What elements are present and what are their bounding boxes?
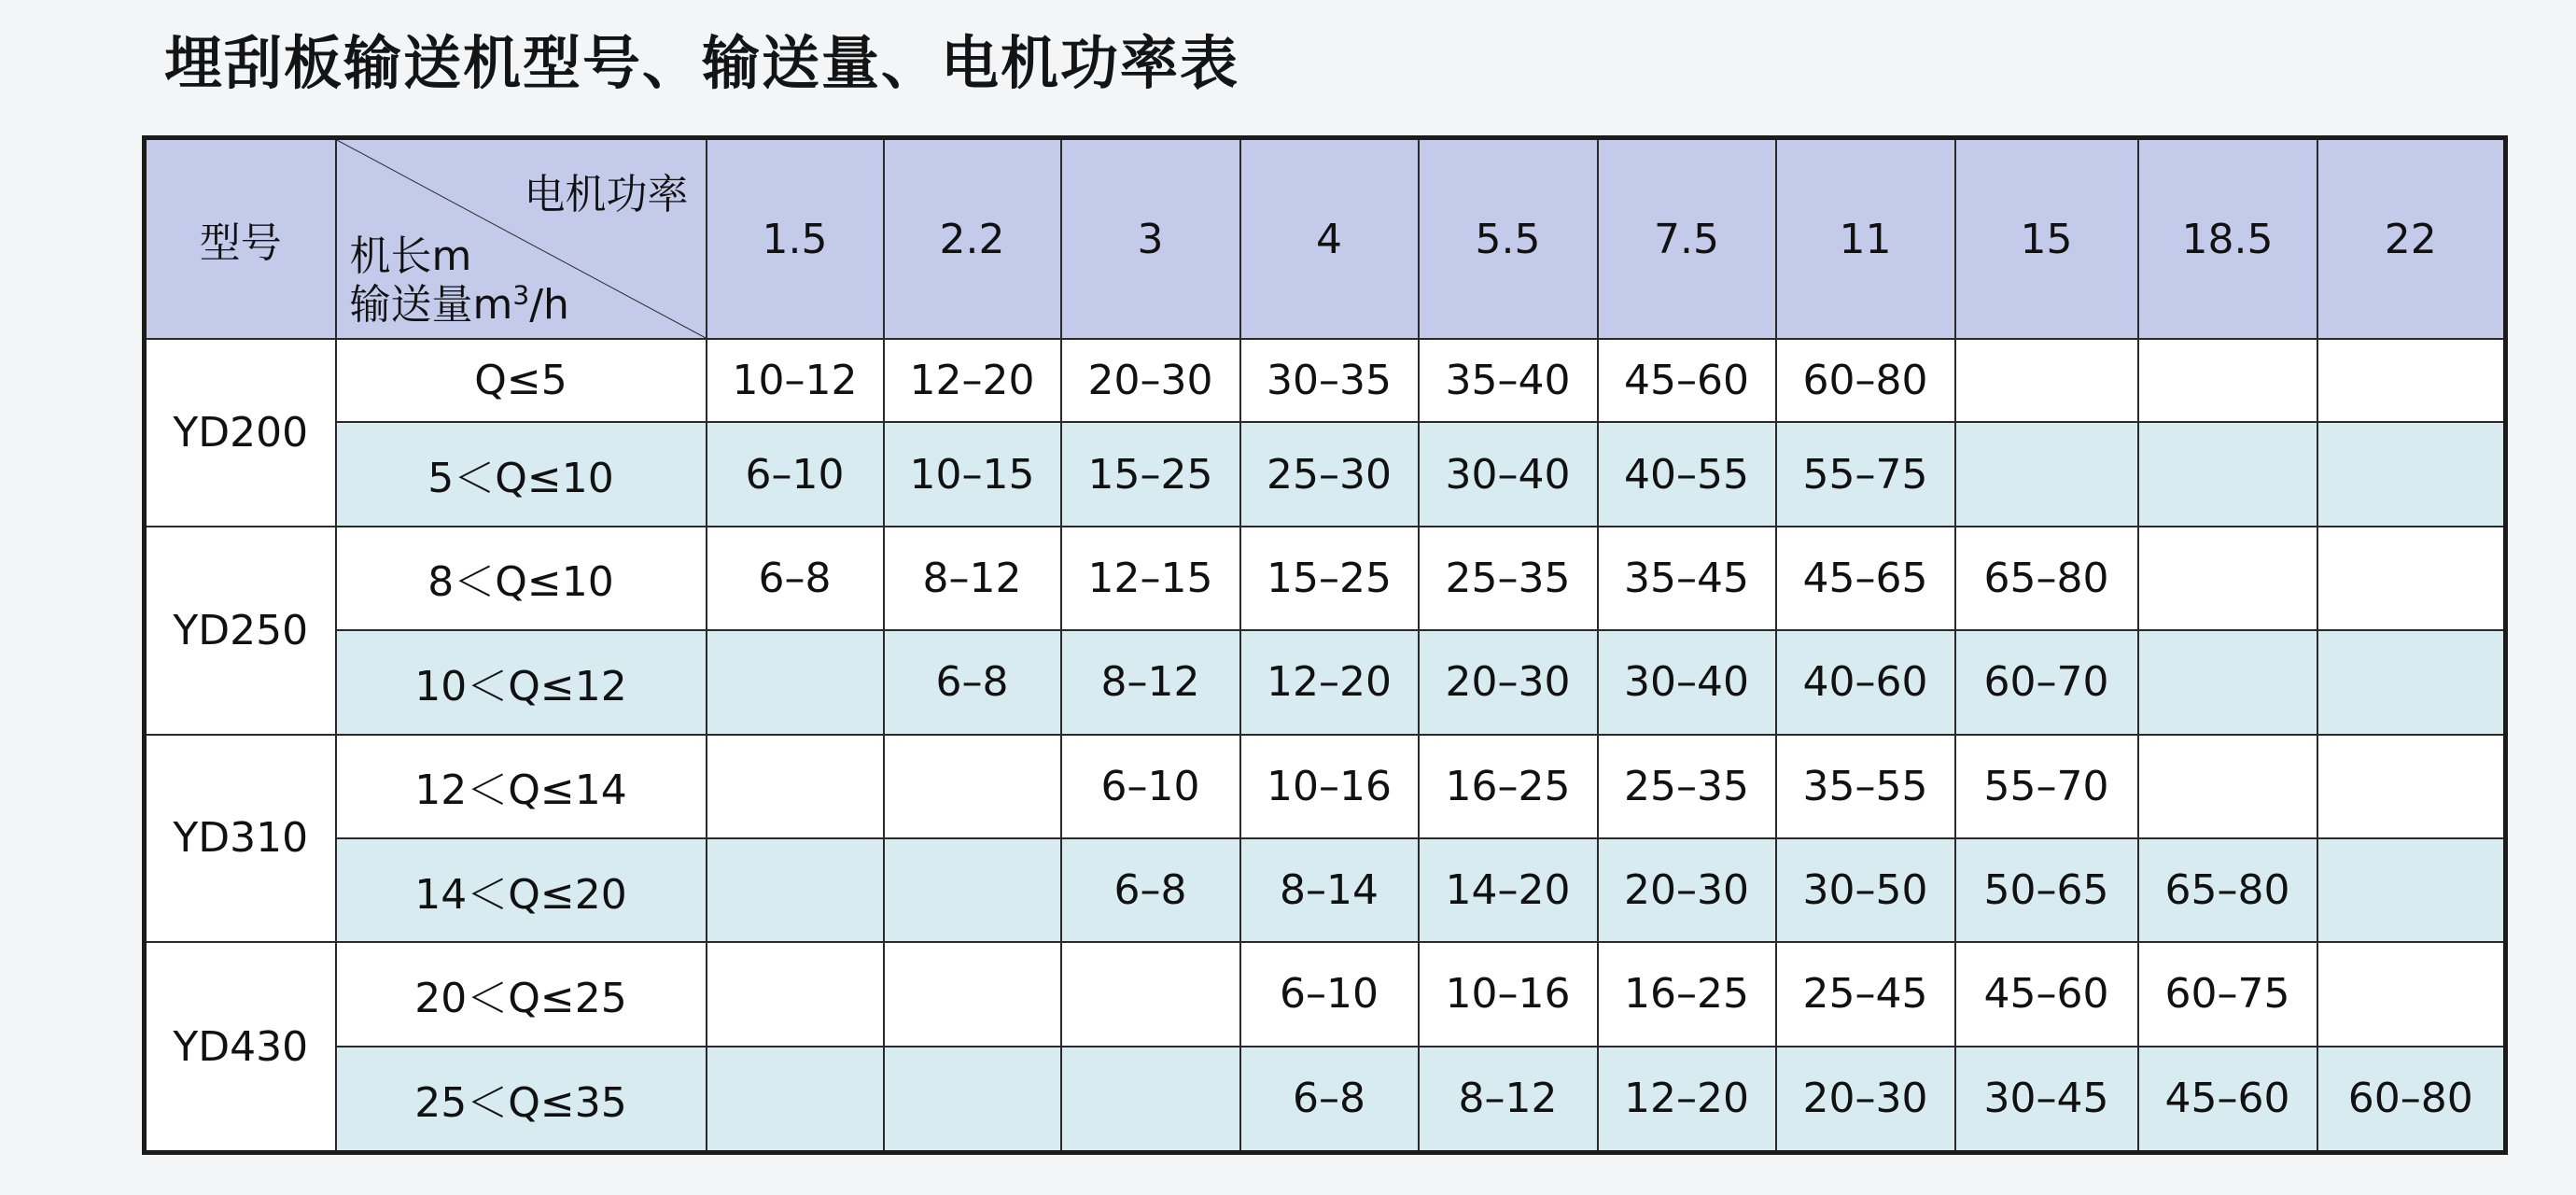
length-value-cell [2317, 838, 2506, 942]
capacity-range-cell: 14＜Q≤20 [336, 838, 707, 942]
table-row [145, 422, 2506, 526]
length-value-cell: 14–20 [1419, 838, 1598, 942]
length-value-cell: 20–30 [1776, 1047, 1955, 1153]
capacity-range-cell: 10＜Q≤12 [336, 630, 707, 734]
length-value-cell: 25–45 [1776, 942, 1955, 1046]
length-value-cell: 8–12 [1419, 1047, 1598, 1153]
length-value-cell: 12–20 [1598, 1047, 1776, 1153]
length-value-cell: 8–12 [1061, 630, 1240, 734]
header-row [145, 138, 2506, 340]
length-value-cell [1955, 339, 2138, 422]
length-value-cell: 10–16 [1240, 735, 1419, 838]
length-value-cell: 6–10 [707, 422, 884, 526]
length-value-cell: 55–70 [1955, 735, 2138, 838]
power-header-0: 1.5 [707, 138, 884, 340]
length-value-cell: 6–10 [1240, 942, 1419, 1046]
model-cell: YD200 [145, 339, 336, 527]
length-value-cell [2138, 735, 2317, 838]
length-value-cell [2317, 422, 2506, 526]
length-value-cell: 25–30 [1240, 422, 1419, 526]
table-row [145, 942, 2506, 1046]
table-row [145, 527, 2506, 630]
length-value-cell: 30–45 [1955, 1047, 2138, 1153]
length-value-cell [884, 735, 1061, 838]
length-value-cell: 55–75 [1776, 422, 1955, 526]
length-value-cell: 8–14 [1240, 838, 1419, 942]
length-value-cell: 15–25 [1061, 422, 1240, 526]
table-row [145, 630, 2506, 734]
length-value-cell: 20–30 [1061, 339, 1240, 422]
length-value-cell: 25–35 [1419, 527, 1598, 630]
length-value-cell [2317, 942, 2506, 1046]
length-value-cell: 65–80 [2138, 838, 2317, 942]
length-value-cell [884, 1047, 1061, 1153]
capacity-range-cell: 25＜Q≤35 [336, 1047, 707, 1153]
length-value-cell: 12–15 [1061, 527, 1240, 630]
spec-table [142, 135, 2508, 1155]
length-value-cell [707, 735, 884, 838]
length-value-cell: 6–10 [1061, 735, 1240, 838]
power-header-2: 3 [1061, 138, 1240, 340]
length-value-cell: 60–80 [2317, 1047, 2506, 1153]
length-value-cell [707, 838, 884, 942]
power-header-8: 18.5 [2138, 138, 2317, 340]
table-row [145, 339, 2506, 422]
length-value-cell: 35–55 [1776, 735, 1955, 838]
length-value-cell: 20–30 [1598, 838, 1776, 942]
power-header-7: 15 [1955, 138, 2138, 340]
power-header-3: 4 [1240, 138, 1419, 340]
length-value-cell [1061, 1047, 1240, 1153]
length-value-cell: 10–12 [707, 339, 884, 422]
length-value-cell [884, 942, 1061, 1046]
power-header-4: 5.5 [1419, 138, 1598, 340]
length-value-cell: 60–70 [1955, 630, 2138, 734]
length-value-cell: 6–8 [707, 527, 884, 630]
length-value-cell [707, 630, 884, 734]
page-title: 埋刮板输送机型号、输送量、电机功率表 [164, 29, 1240, 97]
length-value-cell [2317, 630, 2506, 734]
length-value-cell: 10–16 [1419, 942, 1598, 1046]
length-value-cell: 35–40 [1419, 339, 1598, 422]
model-header: 型号 [145, 138, 336, 340]
length-value-cell [884, 838, 1061, 942]
length-value-cell: 45–60 [1598, 339, 1776, 422]
length-value-cell: 45–65 [1776, 527, 1955, 630]
length-value-cell: 40–55 [1598, 422, 1776, 526]
machine-length-label: 机长m [349, 232, 472, 280]
power-header-5: 7.5 [1598, 138, 1776, 340]
length-value-cell [2317, 339, 2506, 422]
length-value-cell: 12–20 [1240, 630, 1419, 734]
length-value-cell [2138, 339, 2317, 422]
length-value-cell [2138, 630, 2317, 734]
length-value-cell: 10–15 [884, 422, 1061, 526]
capacity-label-prefix: 输送量m [349, 281, 513, 329]
capacity-range-cell: 8＜Q≤10 [336, 527, 707, 630]
capacity-range-cell: Q≤5 [336, 339, 707, 422]
length-value-cell [1955, 422, 2138, 526]
table-row [145, 838, 2506, 942]
model-cell: YD250 [145, 527, 336, 735]
length-value-cell: 65–80 [1955, 527, 2138, 630]
table-row [145, 735, 2506, 838]
diagonal-header-cell [336, 138, 707, 340]
model-cell: YD310 [145, 735, 336, 943]
length-value-cell: 30–35 [1240, 339, 1419, 422]
capacity-range-cell: 5＜Q≤10 [336, 422, 707, 526]
length-value-cell [2138, 422, 2317, 526]
length-value-cell: 45–60 [1955, 942, 2138, 1046]
length-value-cell [2317, 527, 2506, 630]
length-value-cell: 8–12 [884, 527, 1061, 630]
table-body [145, 339, 2506, 1153]
model-cell: YD430 [145, 942, 336, 1152]
capacity-range-cell: 20＜Q≤25 [336, 942, 707, 1046]
length-value-cell: 16–25 [1598, 942, 1776, 1046]
length-value-cell [2138, 527, 2317, 630]
power-header-9: 22 [2317, 138, 2506, 340]
length-value-cell: 30–40 [1598, 630, 1776, 734]
length-value-cell: 40–60 [1776, 630, 1955, 734]
length-value-cell [1061, 942, 1240, 1046]
power-header-6: 11 [1776, 138, 1955, 340]
length-value-cell: 6–8 [1061, 838, 1240, 942]
length-value-cell: 35–45 [1598, 527, 1776, 630]
length-value-cell: 45–60 [2138, 1047, 2317, 1153]
length-value-cell: 12–20 [884, 339, 1061, 422]
length-value-cell [707, 942, 884, 1046]
length-value-cell: 25–35 [1598, 735, 1776, 838]
length-value-cell: 30–40 [1419, 422, 1598, 526]
length-value-cell: 20–30 [1419, 630, 1598, 734]
length-value-cell [2317, 735, 2506, 838]
length-value-cell: 60–80 [1776, 339, 1955, 422]
length-value-cell: 60–75 [2138, 942, 2317, 1046]
power-header-1: 2.2 [884, 138, 1061, 340]
length-value-cell [707, 1047, 884, 1153]
table-row [145, 1047, 2506, 1153]
motor-power-label: 电机功率 [524, 171, 689, 218]
length-value-cell: 16–25 [1419, 735, 1598, 838]
length-value-cell: 30–50 [1776, 838, 1955, 942]
length-value-cell: 50–65 [1955, 838, 2138, 942]
capacity-label-sup: 3 [512, 279, 530, 311]
capacity-label [350, 271, 569, 330]
capacity-label-suffix: /h [529, 281, 569, 329]
length-value-cell: 6–8 [1240, 1047, 1419, 1153]
length-value-cell: 6–8 [884, 630, 1061, 734]
length-value-cell: 15–25 [1240, 527, 1419, 630]
capacity-range-cell: 12＜Q≤14 [336, 735, 707, 838]
